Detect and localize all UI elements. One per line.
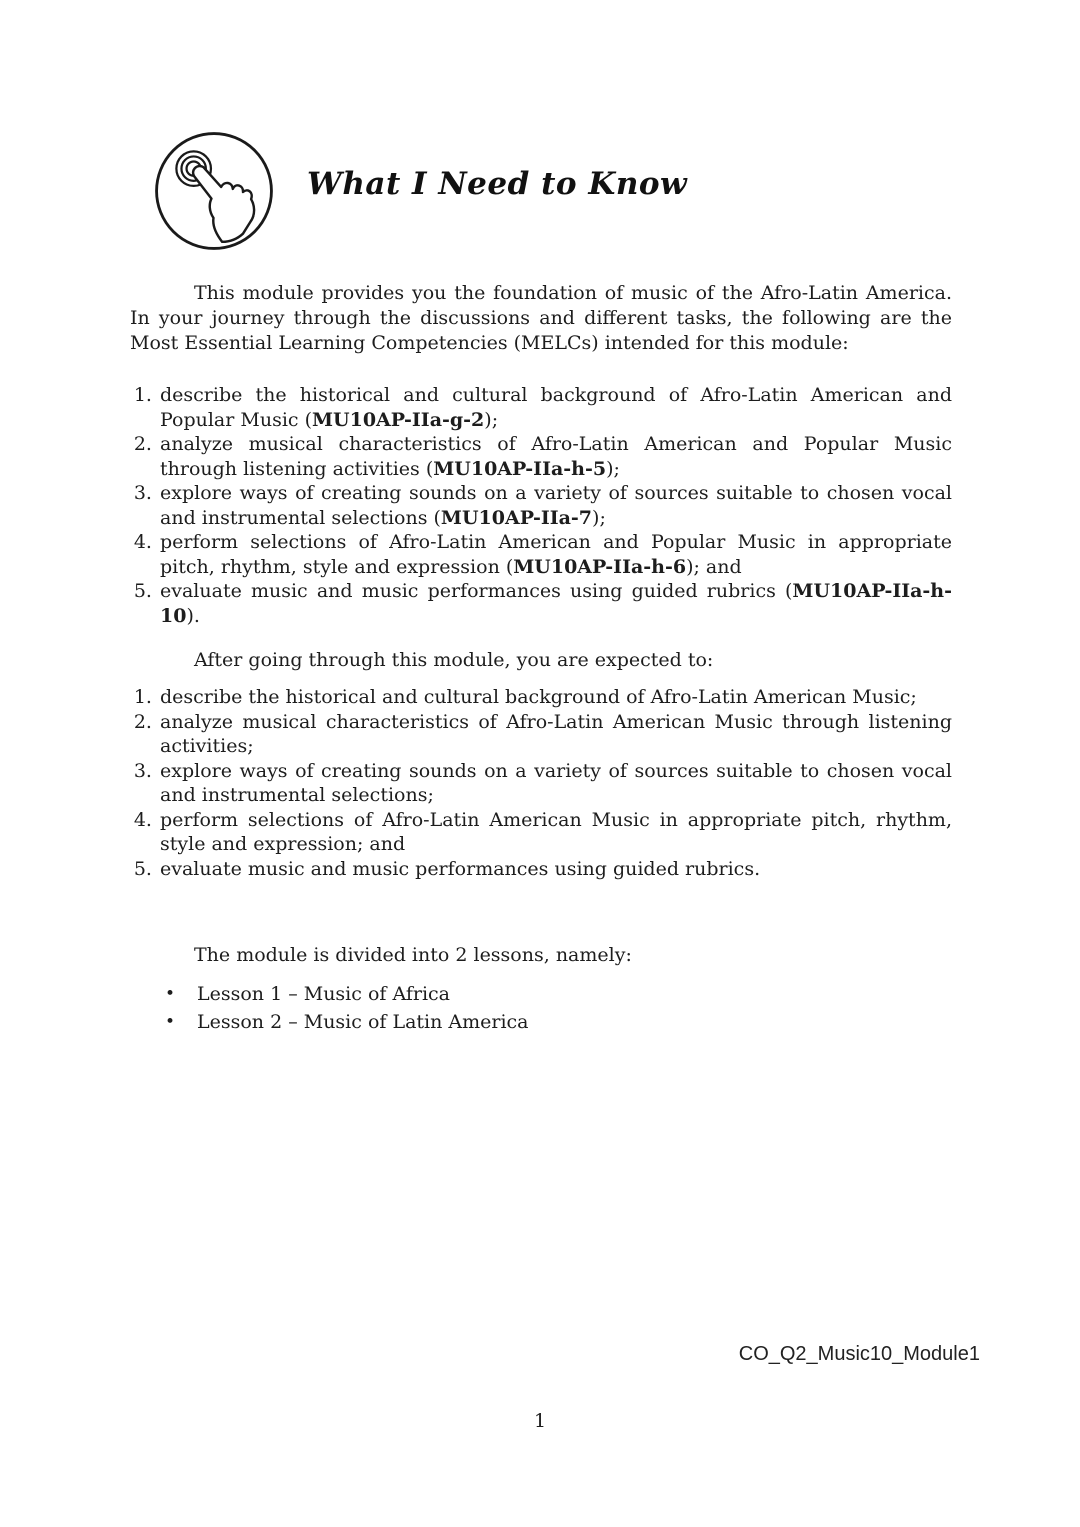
touch-hand-icon <box>153 130 275 252</box>
bullet-icon: • <box>165 984 176 1004</box>
lesson-label: Lesson 2 – Music of Latin America <box>197 1011 529 1033</box>
list-item <box>158 579 952 628</box>
melc-code: MU10AP-IIa-g-2 <box>312 408 485 431</box>
section-header <box>153 130 687 252</box>
item-text: explore ways of creating sounds on a variety of sources suitable to chosen vocal and instrumental selections ( <box>160 482 952 529</box>
lesson-label: Lesson 1 – Music of Africa <box>197 983 451 1005</box>
melc-list <box>130 383 952 628</box>
item-text: ). <box>186 604 200 627</box>
list-item: 2. analyze musical characteristics of Afro-Latin American Music through listening activities; <box>158 710 952 759</box>
main-content <box>130 281 952 1036</box>
item-text: perform selections of Afro-Latin American and Popular Music in appropriate pitch, rhythm, style and expression ( <box>160 531 952 578</box>
lesson-item <box>130 1008 952 1036</box>
item-text: describe the historical and cultural background of Afro-Latin American and Popular Music ( <box>160 384 952 431</box>
item-text: ); <box>592 506 606 529</box>
list-item <box>158 383 952 432</box>
page-number: 1 <box>533 1410 547 1432</box>
document-code: CO_Q2_Music10_Module1 <box>738 1343 980 1365</box>
list-item: 5. evaluate music and music performances using guided rubrics. <box>158 857 952 882</box>
list-item: 1. describe the historical and cultural background of Afro-Latin American Music; <box>158 685 952 710</box>
lesson-list <box>130 980 952 1036</box>
list-item <box>158 530 952 579</box>
list-item <box>158 481 952 530</box>
item-text: ); and <box>686 555 742 578</box>
item-text: ); <box>484 408 499 431</box>
item-text: ); <box>606 457 620 480</box>
melc-code: MU10AP-IIa-h-10 <box>160 580 952 627</box>
melc-code: MU10AP-IIa-h-6 <box>513 555 687 578</box>
page-title: What I Need to Know <box>307 166 688 202</box>
expectations-list <box>130 685 952 881</box>
list-item <box>158 432 952 481</box>
expectations-intro: After going through this module, you are expected to: <box>194 649 714 671</box>
bullet-icon: • <box>165 1012 176 1032</box>
item-text: analyze musical characteristics of Afro-Latin American and Popular Music through listening activities ( <box>160 433 952 480</box>
item-text: evaluate music and music performances using guided rubrics ( <box>160 580 793 602</box>
list-item: 4. perform selections of Afro-Latin American Music in appropriate pitch, rhythm, style and expression; and <box>158 808 952 857</box>
intro-paragraph: This module provides you the foundation of music of the Afro-Latin America. In your journey through the discussions and different tasks, the following are the Most Essential Learning Competencies (MELCs) intended for this module: <box>130 282 952 354</box>
lessons-intro: The module is divided into 2 lessons, namely: <box>194 944 632 966</box>
melc-code: MU10AP-IIa-h-5 <box>433 457 607 480</box>
melc-code: MU10AP-IIa-7 <box>440 506 593 529</box>
lesson-item <box>130 980 952 1008</box>
list-item: 3. explore ways of creating sounds on a variety of sources suitable to chosen vocal and instrumental selections; <box>158 759 952 808</box>
